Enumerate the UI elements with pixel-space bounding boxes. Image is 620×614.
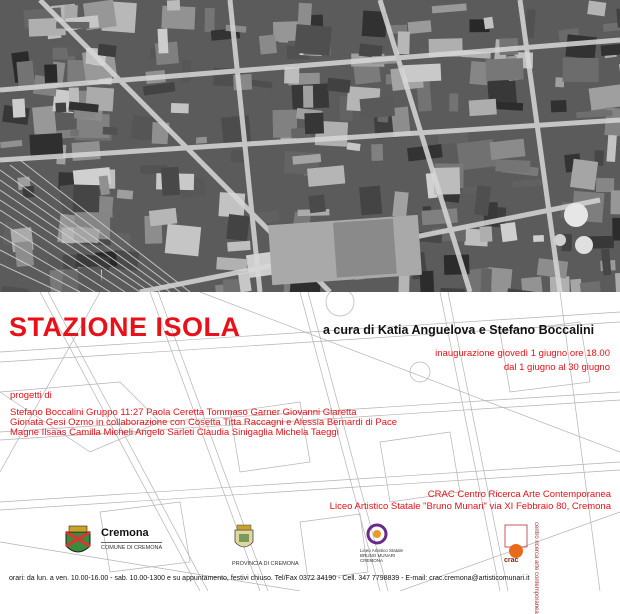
aerial-building (483, 17, 493, 29)
aerial-building (500, 222, 517, 242)
venue-info (330, 489, 611, 513)
aerial-building (403, 63, 441, 82)
aerial-building (421, 208, 457, 225)
aerial-building (371, 144, 383, 161)
aerial-building (149, 208, 178, 226)
liceo-logo-label: Liceo Artistico Statale BRUNO MUNARI CREMONA (360, 548, 404, 563)
aerial-building (469, 99, 497, 116)
exhibition-title: STAZIONE ISOLA (9, 312, 241, 342)
projects-label: progetti di (10, 390, 52, 401)
aerial-building (73, 184, 100, 213)
aerial-building (103, 127, 118, 135)
aerial-building (308, 195, 326, 214)
cremona-logo-name: Cremona (101, 527, 149, 539)
aerial-building (70, 129, 79, 136)
inauguration-date: inaugurazione giovedì 1 giugno ore 18.00 (435, 348, 610, 359)
aerial-building (226, 214, 250, 241)
aerial-building (570, 159, 598, 190)
aerial-building (360, 96, 396, 119)
aerial-building (307, 165, 345, 187)
aerial-photo-svg (0, 0, 620, 292)
aerial-building (71, 141, 100, 161)
aerial-building (294, 24, 332, 55)
aerial-building (485, 58, 523, 81)
provincia-coat-of-arms-icon (233, 524, 255, 554)
aerial-building (303, 86, 313, 108)
aerial-building (359, 186, 382, 216)
aerial-building (117, 189, 133, 199)
aerial-building (167, 0, 180, 11)
curators-line: a cura di Katia Anguelova e Stefano Boccalini (323, 323, 595, 337)
cremona-coat-of-arms-icon (63, 524, 93, 560)
aerial-building (397, 31, 410, 54)
provincia-logo-label: PROVINCIA DI CREMONA (232, 561, 299, 567)
aerial-building (479, 226, 492, 242)
aerial-photo (0, 0, 620, 292)
aerial-building (67, 45, 80, 57)
cremona-logo-subtitle: COMUNE DI CREMONA (101, 542, 162, 551)
aerial-building (563, 58, 599, 83)
liceo-munari-logo-icon (366, 523, 388, 545)
crac-logo-label: crac (504, 557, 519, 564)
aerial-building (551, 100, 567, 112)
aerial-building (480, 268, 491, 292)
venue-line-2: Liceo Artistico Statale "Bruno Munari" via XI Febbraio 80, Cremona (329, 501, 611, 512)
exhibition-dates: dal 1 giugno al 30 giugno (503, 362, 610, 373)
aerial-building (55, 102, 66, 112)
aerial-building (259, 34, 277, 54)
inauguration-info (435, 347, 610, 375)
aerial-building (449, 93, 458, 111)
aerial-building (398, 274, 409, 292)
aerial-building (98, 44, 117, 57)
aerial-building (596, 178, 614, 192)
artists-line-2: Gionata Gesi Ozmo in collaborazione con Cosetta Titta Raccagni e Alessia Bernardi di Pace (10, 417, 398, 428)
artists-line-3: Magne Ilsaas Camilla Micheli Angelo Sarleti Claudia Sinigaglia Michela Taeggi (10, 427, 339, 438)
aerial-building (521, 277, 543, 292)
aerial-building (495, 159, 530, 172)
aerial-building (44, 64, 57, 83)
aerial-building (408, 20, 432, 34)
aerial-building (12, 99, 25, 118)
aerial-building (610, 190, 620, 214)
aerial-building (601, 44, 620, 57)
aerial-building (158, 28, 169, 53)
aerial-building (587, 1, 606, 17)
aerial-building (327, 78, 351, 93)
aerial-building (165, 224, 202, 256)
artists-line-1: Stefano Boccalini Gruppo 11:27 Paola Ceretta Tommaso Garner Giovanni Giaretta (10, 407, 357, 418)
aerial-building (171, 103, 189, 113)
aerial-building (565, 34, 597, 59)
aerial-building (284, 67, 299, 84)
aerial-building (533, 235, 544, 242)
footer-info: orari: da lun. a ven. 10.00-16.00 - sab. 10.00-1300 e su appuntamento, festivi chiuso. Tel/Fax 0372 34190 - Cell. 347 7798839 - E-mail: crac.cremona@artisticomunari.it (9, 575, 530, 582)
aerial-building (227, 241, 251, 252)
aerial-building (537, 258, 568, 278)
aerial-building (392, 191, 408, 217)
projects-block (10, 391, 450, 438)
venue-line-1: CRAC Centro Ricerca Arte Contemporanea (427, 489, 611, 500)
aerial-building (161, 167, 180, 196)
crac-logo-side-text: centro ricerca arte contemporanea (533, 522, 539, 614)
aerial-building (205, 8, 215, 32)
aerial-building (304, 113, 324, 135)
